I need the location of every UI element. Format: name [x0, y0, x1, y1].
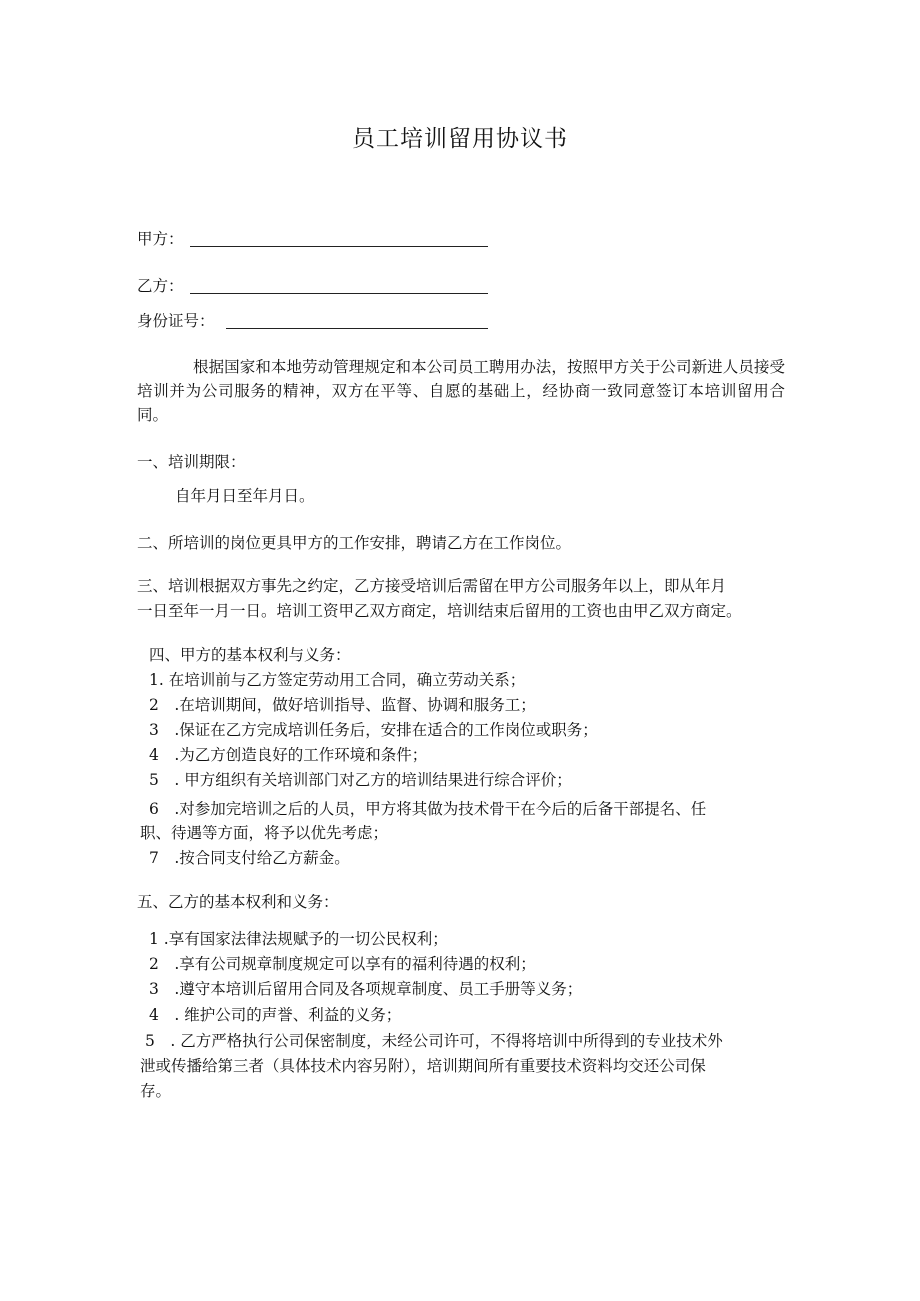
- party-a-blank: [190, 246, 488, 247]
- party-a-label: 甲方：: [137, 230, 184, 248]
- party-b-label: 乙方：: [137, 277, 184, 295]
- intro-paragraph: 根据国家和本地劳动管理规定和本公司员工聘用办法，按照甲方关于公司新进人员接受培训并为公司服务的精神，双方在平等、自愿的基础上，经协商一致同意签订本培训留用合同。: [137, 358, 785, 424]
- section-5-item-1: 1 .享有国家法律法规赋予的一切公民权利；: [149, 930, 448, 948]
- section-4-item-3: 3 .保证在乙方完成培训任务后，安排在适合的工作岗位或职务；: [149, 721, 598, 739]
- section-4-item-1: 1. 在培训前与乙方签定劳动用工合同，确立劳动关系；: [149, 671, 526, 689]
- section-4-item-6: 6 .对参加完培训之后的人员，甲方将其做为技术骨干在今后的后备干部提名、任: [149, 800, 707, 818]
- section-5-heading: 五、乙方的基本权利和义务：: [137, 893, 339, 911]
- section-5-item-5: 5 . 乙方严格执行公司保密制度，未经公司许可，不得将培训中所得到的专业技术外: [145, 1032, 723, 1050]
- section-5-item-3: 3 .遵守本培训后留用合同及各项规章制度、员工手册等义务；: [149, 980, 583, 998]
- section-4-item-4: 4 .为乙方创造良好的工作环境和条件；: [149, 746, 428, 764]
- section-1-body: 自年月日至年月日。: [175, 487, 315, 505]
- section-3-line-1: 三、培训根据双方事先之约定，乙方接受培训后需留在甲方公司服务年以上，即从年月: [137, 577, 727, 595]
- document-title: 员工培训留用协议书: [352, 126, 568, 152]
- section-4-item-5: 5 . 甲方组织有关培训部门对乙方的培训结果进行综合评价；: [149, 771, 572, 789]
- section-2: 二、所培训的岗位更具甲方的工作安排，聘请乙方在工作岗位。: [137, 534, 572, 552]
- section-5-item-5-cont-2: 存。: [140, 1082, 172, 1100]
- section-5-item-2: 2 .享有公司规章制度规定可以享有的福利待遇的权利；: [149, 955, 536, 973]
- section-4-item-2: 2 .在培训期间，做好培训指导、监督、协调和服务工；: [149, 696, 536, 714]
- section-4-item-7: 7 .按合同支付给乙方薪金。: [149, 849, 350, 867]
- section-5-item-4: 4 . 维护公司的声誉、利益的义务；: [149, 1006, 402, 1024]
- section-1-heading: 一、培训期限：: [137, 453, 246, 471]
- id-number-label: 身份证号：: [137, 312, 215, 330]
- section-4-heading: 四、甲方的基本权利与义务：: [149, 646, 351, 664]
- section-3-line-2: 一日至年一月一日。培训工资甲乙双方商定，培训结束后留用的工资也由甲乙双方商定。: [137, 602, 742, 620]
- party-b-blank: [190, 293, 488, 294]
- section-5-item-5-cont-1: 泄或传播给第三者（具体技术内容另附），培训期间所有重要技术资料均交还公司保: [140, 1057, 706, 1075]
- id-number-blank: [226, 328, 488, 329]
- section-4-item-6-cont: 职、待遇等方面，将予以优先考虑；: [140, 824, 389, 842]
